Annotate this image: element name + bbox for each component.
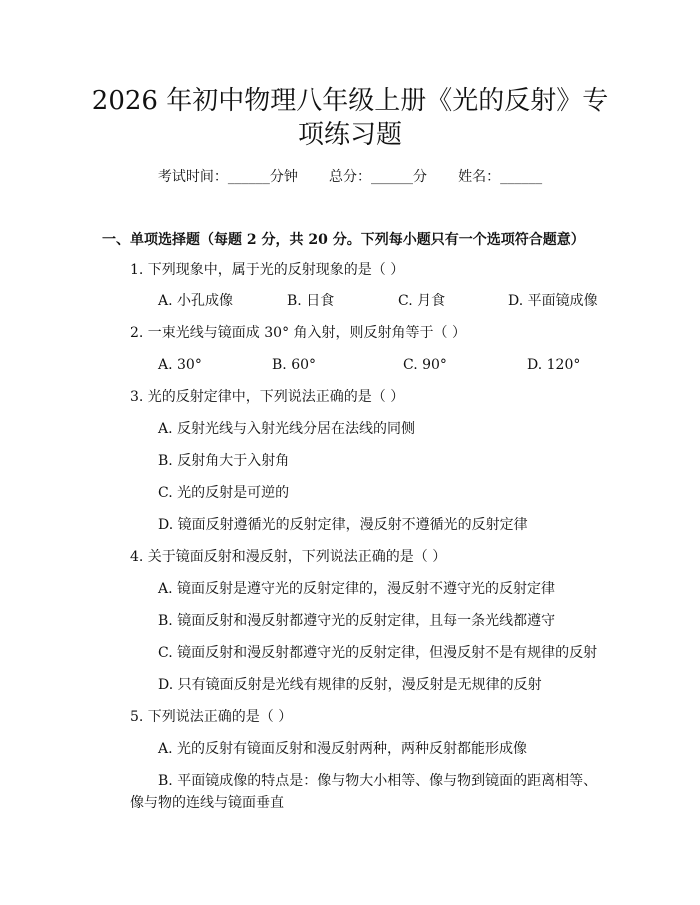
page-title-line-1: 2026 年初中物理八年级上册《光的反射》专 — [91, 86, 609, 116]
question-3-stem: 3. 光的反射定律中，下列说法正确的是（ ） — [130, 389, 405, 405]
question-3-option-d: D. 镜面反射遵循光的反射定律，漫反射不遵循光的反射定律 — [158, 517, 528, 533]
question-2-option-b: B. 60° — [272, 357, 317, 373]
question-2-option-c: C. 90° — [403, 357, 447, 373]
question-2-option-a: A. 30° — [158, 357, 202, 373]
question-5-option-b-continued: 像与物的连线与镜面垂直 — [130, 795, 284, 811]
question-4-option-a: A. 镜面反射是遵守光的反射定律的，漫反射不遵守光的反射定律 — [158, 581, 556, 597]
question-2-stem: 2. 一束光线与镜面成 30° 角入射，则反射角等于（ ） — [130, 325, 466, 341]
exam-time-field: 考试时间：______分钟 — [157, 169, 298, 185]
question-3-option-b: B. 反射角大于入射角 — [158, 453, 290, 469]
question-2-option-d: D. 120° — [527, 357, 581, 373]
exam-meta — [0, 167, 700, 187]
question-4-stem: 4. 关于镜面反射和漫反射，下列说法正确的是（ ） — [130, 549, 447, 565]
total-score-field: 总分：______分 — [329, 169, 427, 185]
page-title-line-2: 项练习题 — [297, 120, 402, 150]
question-3-option-a: A. 反射光线与入射光线分居在法线的同侧 — [158, 421, 416, 437]
question-5-option-b: B. 平面镜成像的特点是：像与物大小相等、像与物到镜面的距离相等、 — [158, 773, 598, 789]
question-1-option-c: C. 月食 — [398, 293, 446, 309]
question-4-option-b: B. 镜面反射和漫反射都遵守光的反射定律，且每一条光线都遵守 — [158, 613, 556, 629]
question-5-stem: 5. 下列说法正确的是（ ） — [130, 709, 293, 725]
question-1-option-d: D. 平面镜成像 — [508, 293, 598, 309]
question-1-option-b: B. 日食 — [287, 293, 335, 309]
student-name-field: 姓名：______ — [458, 169, 543, 185]
question-1-option-a: A. 小孔成像 — [158, 293, 234, 309]
question-3-option-c: C. 光的反射是可逆的 — [158, 485, 290, 501]
section-heading: 一、单项选择题（每题 2 分，共 20 分。下列每小题只有一个选项符合题意） — [102, 232, 585, 248]
question-4-option-d: D. 只有镜面反射是光线有规律的反射，漫反射是无规律的反射 — [158, 677, 542, 693]
question-4-option-c: C. 镜面反射和漫反射都遵守光的反射定律，但漫反射不是有规律的反射 — [158, 645, 598, 661]
question-5-option-a: A. 光的反射有镜面反射和漫反射两种，两种反射都能形成像 — [158, 741, 528, 757]
question-1-stem: 1. 下列现象中，属于光的反射现象的是（ ） — [130, 262, 405, 278]
